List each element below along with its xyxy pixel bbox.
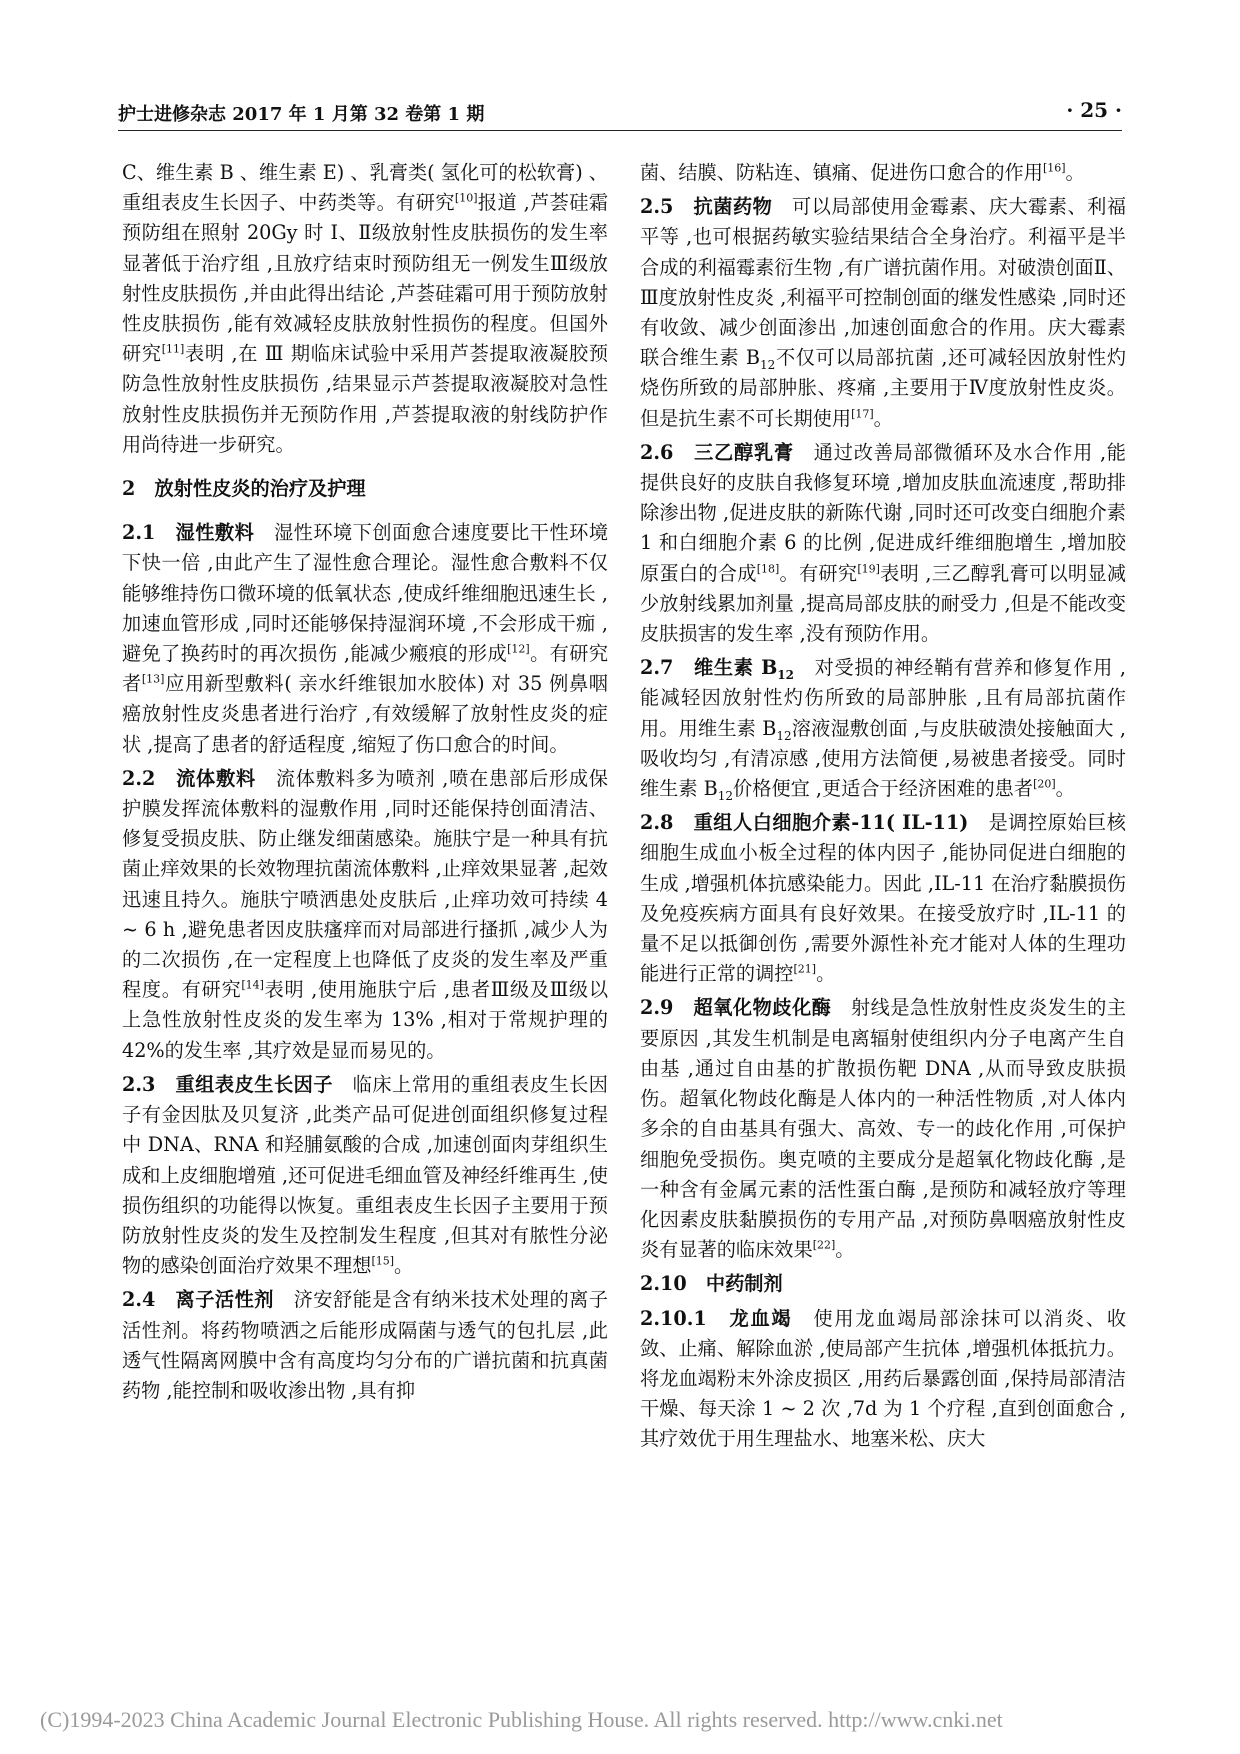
subsection-2-5 <box>640 192 1126 434</box>
subsection-title: 2.9 超氧化物歧化酶 <box>640 996 832 1020</box>
subsection-body: 射线是急性放射性皮炎发生的主要原因 ,其发生机制是电离辐射使组织内分子电离产生自由基 ,通过自由基的扩散损伤靶 DNA ,从而导致皮肤损伤。超氧化物歧化酶是人体内的一种活性物质 ,对人体内多余的自由基具有强大、高效、专一的歧化作用 ,可保护细胞免受损伤。奥克喷的主要成分是超氧化物歧化酶 ,是一种含有金属元素的活性蛋白酶 ,是预防和减轻放疗等理化因素皮肤黏膜损伤的专用产品 ,对预防鼻咽癌放射性皮炎有显著的临床效果[22]。 <box>640 996 1127 1262</box>
subsection-title: 2.5 抗菌药物 <box>640 195 773 219</box>
left-column <box>122 158 608 1410</box>
copyright-footer: (C)1994-2023 China Academic Journal Electronic Publishing House. All rights reserved. http://www.cnki.net <box>40 1707 1003 1732</box>
subsection-title: 2.4 离子活性剂 <box>122 1288 274 1312</box>
paragraph: C、维生素 B 、维生素 E) 、乳膏类( 氢化可的松软膏) 、重组表皮生长因子、中药类等。有研究[10]报道 ,芦荟硅霜预防组在照射 20Gy 时 Ⅰ、Ⅱ级放射性皮肤损伤的发生率显著低于治疗组 ,且放疗结束时预防组无一例发生Ⅲ级放射性皮肤损伤 ,并由此得出结论 ,芦荟硅霜可用于预防放射性皮肤损伤 ,能有效减轻皮肤放射性损伤的程度。但国外研究[11]表明 ,在 Ⅲ 期临床试验中采用芦荟提取液凝胶预防急性放射性皮肤损伤 ,结果显示芦荟提取液凝胶对急性放射性皮肤损伤并无预防作用 ,芦荟提取液的射线防护作用尚待进一步研究。 <box>122 161 609 456</box>
subsection-2-3 <box>122 1070 608 1281</box>
subsection-body: 使用龙血竭局部涂抹可以消炎、收敛、止痛、解除血淤 ,使局部产生抗体 ,增强机体抵抗力。将龙血竭粉末外涂皮损区 ,用药后暴露创面 ,保持局部清洁干燥、每天涂 1 ~ 2 次 ,7d 为 1 个疗程 ,直到创面愈合 ,其疗效优于用生理盐水、地塞米松、庆大 <box>640 1306 1127 1451</box>
subsection-2-10-1 <box>640 1304 1126 1455</box>
subsection-2-9 <box>640 993 1126 1265</box>
subsection-body: 通过改善局部微循环及水合作用 ,能提供良好的皮肤自我修复环境 ,增加皮肤血流速度 ,帮助排除渗出物 ,促进皮肤的新陈代谢 ,同时还可改变白细胞介素 1 和白细胞介素 6 的比例 ,促进成纤维细胞增生 ,增加胶原蛋白的合成[18]。有研究[19]表明 ,三乙醇乳膏可以明显减少放射线累加剂量 ,提高局部皮肤的耐受力 ,但是不能改变皮肤损害的发生率 ,没有预防作用。 <box>640 440 1127 646</box>
subsection-title: 2.1 湿性敷料 <box>122 521 255 545</box>
subsection-2-7 <box>640 653 1126 804</box>
subsection-body: 湿性环境下创面愈合速度要比干性环境下快一倍 ,由此产生了湿性愈合理论。湿性愈合敷料不仅能够维持伤口微环境的低氧状态 ,使成纤维细胞迅速生长 ,加速血管形成 ,同时还能够保持湿润环境 ,不会形成干痂 ,避免了换药时的再次损伤 ,能减少瘢痕的形成[12]。有研究者[13]应用新型敷料( 亲水纤维银加水胶体) 对 35 例鼻咽癌放射性皮炎患者进行治疗 ,有效缓解了放射性皮炎的症状 ,提高了患者的舒适程度 ,缩短了伤口愈合的时间。 <box>122 521 609 756</box>
subsection-title: 2.7 维生素 $B_{12}$ <box>640 656 794 683</box>
subsection-2-8 <box>640 808 1126 989</box>
subsection-body: 是调控原始巨核细胞生成血小板全过程的体内因子 ,能协同促进白细胞的生成 ,增强机体抗感染能力。因此 ,IL-11 在治疗黏膜损伤及免疫疾病方面具有良好效果。在接受放疗时 ,IL-11 的量不足以抵御创伤 ,需要外源性补充才能对人体的生理功能进行正常的调控[21]。 <box>640 811 1126 986</box>
section-heading: 2 放射性皮炎的治疗及护理 <box>122 477 366 501</box>
page-number: · 25 · <box>1066 98 1122 122</box>
subsection-body: 临床上常用的重组表皮生长因子有金因肽及贝复济 ,此类产品可促进创面组织修复过程中 DNA、RNA 和羟脯氨酸的合成 ,加速创面肉芽组织生成和上皮细胞增殖 ,还可促进毛细血管及神经纤维再生 ,使损伤组织的功能得以恢复。重组表皮生长因子主要用于预防放射性皮炎的发生及控制发生程度 ,但其对有脓性分泌物的感染创面治疗效果不理想[15]。 <box>122 1072 608 1278</box>
running-header <box>118 100 1122 131</box>
journal-title: 护士进修杂志 2017 年 1 月第 32 卷第 1 期 <box>118 104 485 125</box>
subsection-title: 2.10.1 龙血竭 <box>640 1306 793 1330</box>
subsection-body: 可以局部使用金霉素、庆大霉素、利福平等 ,也可根据药敏实验结果结合全身治疗。利福平是半合成的利福霉素衍生物 ,有广谱抗菌作用。对破溃创面Ⅱ、Ⅲ度放射性皮炎 ,利福平可控制创面的继发性感染 ,同时还有收敛、减少创面渗出 ,加速创面愈合的作用。庆大霉素联合维生素 $B_{12}$不仅可以局部抗菌 ,还可减轻因放射性灼烧伤所致的局部肿胀、疼痛 ,主要用于Ⅳ度放射性皮炎。但是抗生素不可长期使用[17]。 <box>640 195 1127 430</box>
right-column <box>640 158 1126 1459</box>
subsection-2-4 <box>122 1285 608 1406</box>
subsection-title: 2.3 重组表皮生长因子 <box>122 1072 333 1096</box>
subsection-2-2 <box>122 764 608 1066</box>
subsection-body: 对受损的神经鞘有营养和修复作用 ,能减轻因放射性灼伤所致的局部肿胀 ,且有局部抗菌作用。用维生素 $B_{12}$溶液湿敷创面 ,与皮肤破溃处接触面大 ,吸收均匀 ,有清凉感 ,使用方法简便 ,易被患者接受。同时维生素 $B_{12}$价格便宜 ,更适合于经济困难的患者[20]。 <box>640 656 1126 803</box>
subsection-title: 2.2 流体敷料 <box>122 766 256 790</box>
subsection-title: 2.6 三乙醇乳膏 <box>640 440 794 464</box>
paragraph: 菌、结膜、防粘连、镇痛、促进伤口愈合的作用[16]。 <box>640 161 1085 184</box>
subsection-2-1 <box>122 518 608 760</box>
subsection-body: 济安舒能是含有纳米技术处理的离子活性剂。将药物喷洒之后能形成隔菌与透气的包扎层 ,此透气性隔离网膜中含有高度均匀分布的广谱抗菌和抗真菌药物 ,能控制和吸收渗出物 ,具有抑 <box>122 1288 608 1402</box>
subsection-body: 流体敷料多为喷剂 ,喷在患部后形成保护膜发挥流体敷料的湿敷作用 ,同时还能保持创面清洁、修复受损皮肤、防止继发细菌感染。施肤宁是一种具有抗菌止痒效果的长效物理抗菌流体敷料 ,止痒效果显著 ,起效迅速且持久。施肤宁喷洒患处皮肤后 ,止痒功效可持续 4 ~ 6 h ,避免患者因皮肤瘙痒而对局部进行搔抓 ,减少人为的二次损伤 ,在一定程度上也降低了皮炎的发生率及严重程度。有研究[14]表明 ,使用施肤宁后 ,患者Ⅲ级及Ⅲ级以上急性放射性皮炎的发生率为 13% ,相对于常规护理的 42%的发生率 ,其疗效是显而易见的。 <box>122 766 609 1062</box>
subsection-2-6 <box>640 438 1126 649</box>
subsection-title: 2.8 重组人白细胞介素-11( IL-11) <box>640 811 969 835</box>
subsection-2-10-title: 2.10 中药制剂 <box>640 1272 783 1296</box>
